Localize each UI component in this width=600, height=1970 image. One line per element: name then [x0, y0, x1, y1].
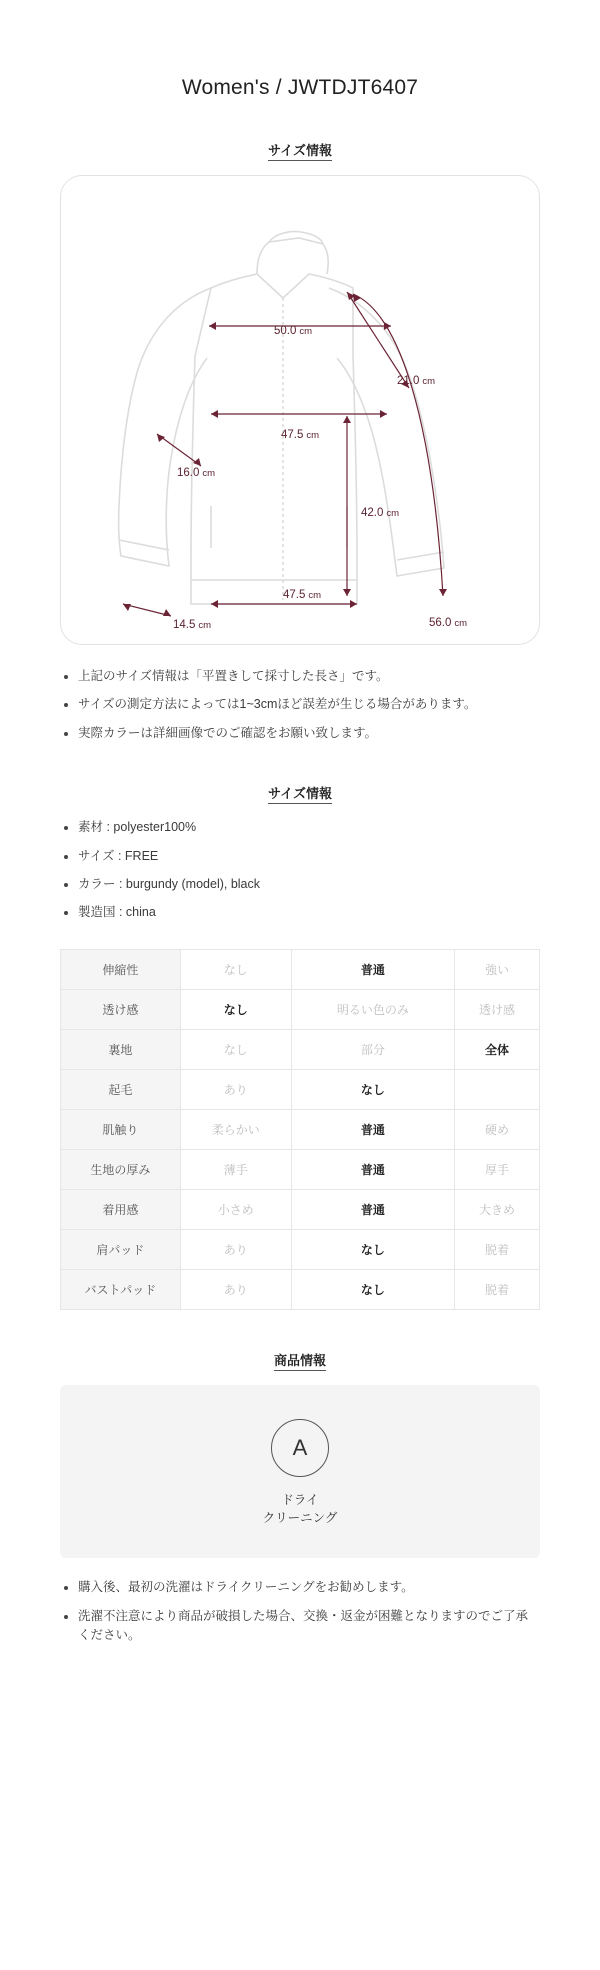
attr-cell: あり [180, 1069, 291, 1109]
attr-cell: なし [180, 949, 291, 989]
attr-cell: なし [291, 1229, 454, 1269]
dim-hem-width: 47.5 cm [283, 589, 322, 601]
list-item: 洗濯不注意により商品が破損した場合、交換・返金が困難となりますのでご了承ください。 [60, 1607, 540, 1646]
attr-cell: 部分 [291, 1029, 454, 1069]
row-label: 裏地 [61, 1029, 181, 1069]
dry-clean-symbol: A [292, 1434, 308, 1460]
attr-cell: あり [180, 1229, 291, 1269]
table-row [61, 1069, 540, 1109]
spec-section-heading [60, 783, 540, 802]
attr-cell: 強い [455, 949, 540, 989]
attr-cell: 普通 [291, 1189, 454, 1229]
care-label-line1: ドライ [281, 1492, 319, 1507]
attr-cell: 普通 [291, 1149, 454, 1189]
table-row [61, 1269, 540, 1309]
attr-cell: 薄手 [180, 1149, 291, 1189]
garment-outline [119, 231, 444, 604]
table-row [61, 1149, 540, 1189]
attributes-table [60, 949, 540, 1310]
row-label: 生地の厚み [61, 1149, 181, 1189]
spec-section-heading-text: サイズ情報 [268, 786, 332, 804]
table-row [61, 1229, 540, 1269]
attr-cell: 脱着 [455, 1229, 540, 1269]
row-label: 肩パッド [61, 1229, 181, 1269]
row-label: 伸縮性 [61, 949, 181, 989]
attr-cell: 明るい色のみ [291, 989, 454, 1029]
attr-cell [455, 1069, 540, 1109]
list-item: サイズ : FREE [60, 847, 540, 866]
table-row [61, 1109, 540, 1149]
dim-shoulder-width: 50.0 cm [274, 325, 313, 337]
table-row [61, 989, 540, 1029]
size-section-heading-text: サイズ情報 [268, 143, 332, 161]
dim-sleeve-opening-ish: 21.0 cm [397, 375, 436, 387]
attr-cell: なし [180, 1029, 291, 1069]
attr-cell: 硬め [455, 1109, 540, 1149]
care-label [60, 1491, 540, 1529]
list-item: カラー : burgundy (model), black [60, 875, 540, 894]
row-label: 起毛 [61, 1069, 181, 1109]
dry-clean-icon [271, 1419, 329, 1477]
row-label: バストパッド [61, 1269, 181, 1309]
dim-sleeve-length: 56.0 cm [429, 617, 468, 629]
list-item: サイズの測定方法によっては1~3cmほど誤差が生じる場合があります。 [60, 695, 540, 714]
care-panel [60, 1385, 540, 1559]
size-section-heading [60, 140, 540, 159]
attr-cell: 厚手 [455, 1149, 540, 1189]
table-row [61, 949, 540, 989]
table-row [61, 1189, 540, 1229]
size-diagram [60, 175, 540, 645]
care-section-heading-text: 商品情報 [274, 1353, 326, 1371]
list-item: 実際カラーは詳細画像でのご確認をお願い致します。 [60, 724, 540, 743]
dim-chest-width: 47.5 cm [281, 429, 320, 441]
attr-cell: 普通 [291, 949, 454, 989]
attr-cell: なし [291, 1269, 454, 1309]
attr-cell: 大きめ [455, 1189, 540, 1229]
row-label: 着用感 [61, 1189, 181, 1229]
attr-cell: あり [180, 1269, 291, 1309]
row-label: 肌触り [61, 1109, 181, 1149]
attr-cell: なし [180, 989, 291, 1029]
attr-cell: 脱着 [455, 1269, 540, 1309]
attr-cell: 柔らかい [180, 1109, 291, 1149]
spec-list [60, 818, 540, 923]
page-title: Women's / JWTDJT6407 [181, 76, 419, 99]
garment-diagram-svg [61, 176, 539, 644]
care-notes-list [60, 1578, 540, 1694]
attr-cell: 透け感 [455, 989, 540, 1029]
list-item: 購入後、最初の洗濯はドライクリーニングをお勧めします。 [60, 1578, 540, 1597]
care-section-heading [60, 1350, 540, 1369]
list-item: 上記のサイズ情報は「平置きして採寸した長さ」です。 [60, 667, 540, 686]
dim-armhole: 16.0 cm [177, 467, 216, 479]
dimension-labels [173, 325, 467, 631]
dim-cuff-width: 14.5 cm [173, 619, 212, 631]
row-label: 透け感 [61, 989, 181, 1029]
attr-cell: 小さめ [180, 1189, 291, 1229]
size-notes-list [60, 667, 540, 743]
table-row [61, 1029, 540, 1069]
attr-cell: なし [291, 1069, 454, 1109]
care-label-line2: クリーニング [262, 1511, 338, 1526]
dim-total-length: 42.0 cm [361, 507, 400, 519]
attr-cell: 全体 [455, 1029, 540, 1069]
list-item: 素材 : polyester100% [60, 818, 540, 837]
attr-cell: 普通 [291, 1109, 454, 1149]
list-item: 製造国 : china [60, 903, 540, 922]
